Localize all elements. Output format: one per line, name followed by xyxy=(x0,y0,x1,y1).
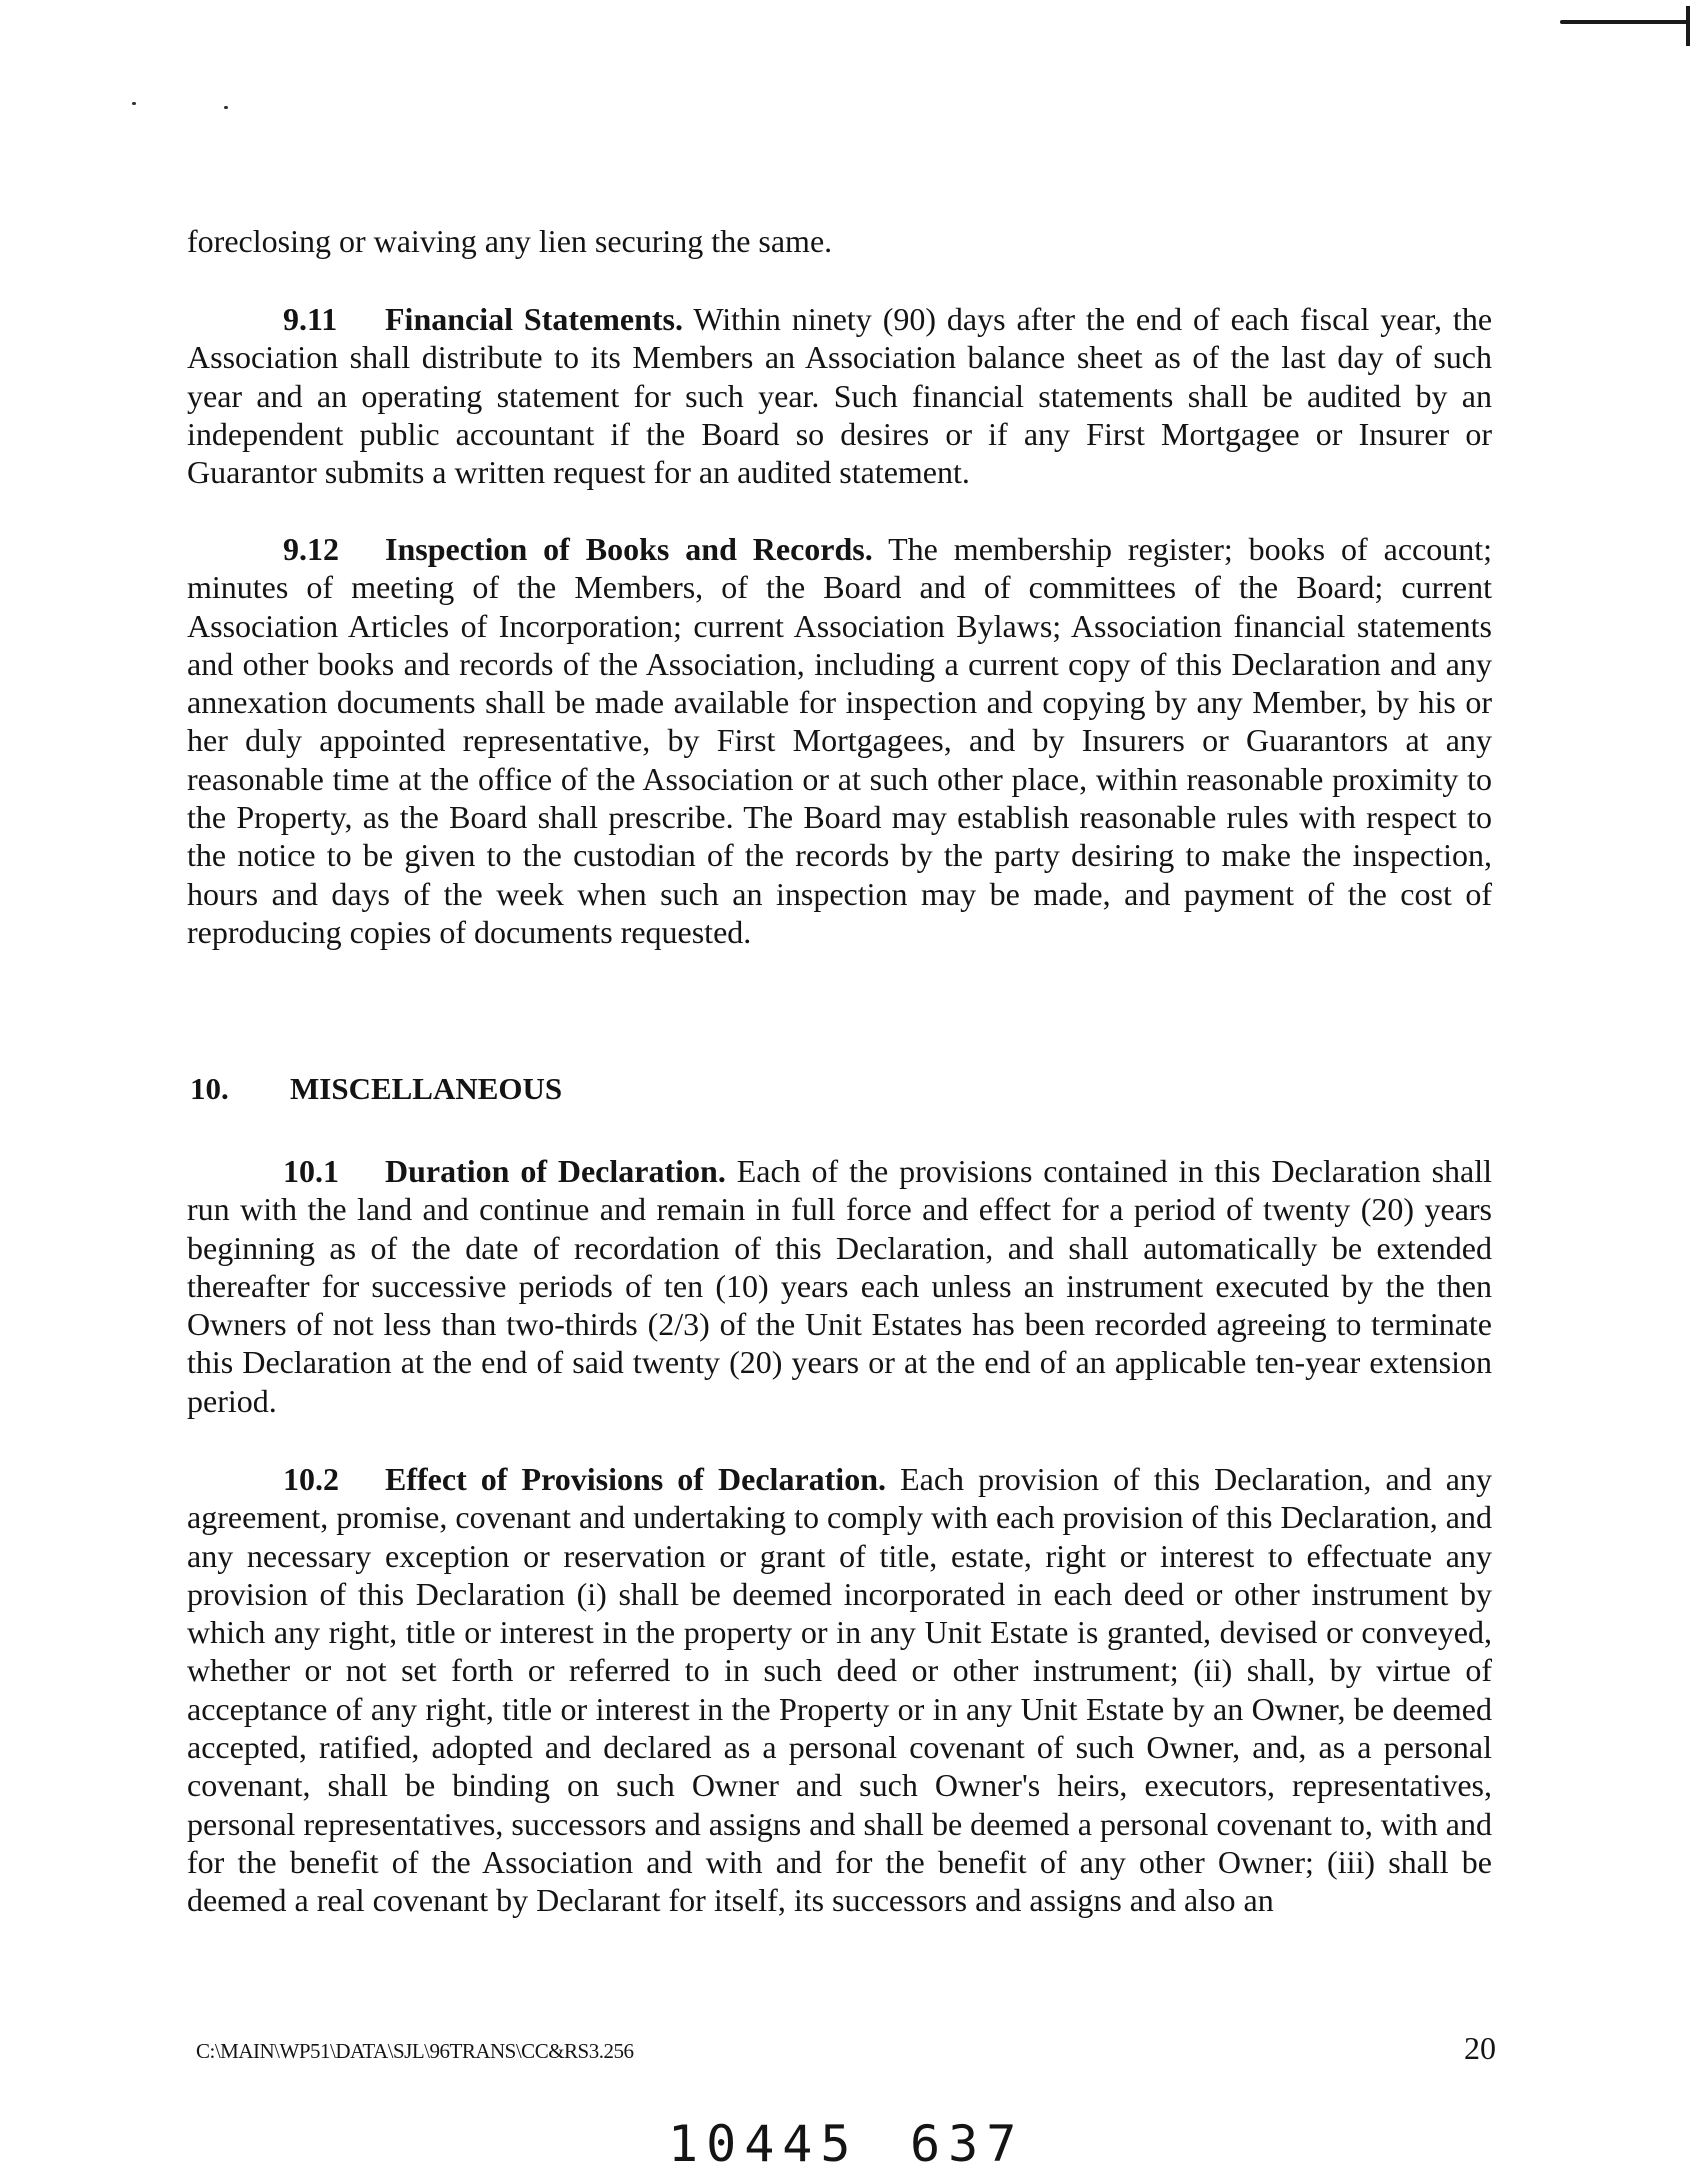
scan-mark xyxy=(1560,20,1690,24)
section-heading: Financial Statements. xyxy=(385,301,683,337)
footer-file-path: C:\MAIN\WP51\DATA\SJL\96TRANS\CC&RS3.256 xyxy=(196,2039,634,2063)
scan-speck xyxy=(132,102,136,105)
section-10-1 xyxy=(187,1152,1492,1420)
section-text: Each provision of this Declaration, and any agreement, promise, covenant and undertaking to comply with each provision of this Declaration, and any necessary exception or reservation or grant of title, estate, right or interest to effectuate any provision of this Declaration (i) shall be deemed incorporated in each deed or other instrument by which any right, title or interest in the property or in any Unit Estate is granted, devised or conveyed, whether or not set forth or referred to in such deed or other instrument; (ii) shall, by virtue of acceptance of any right, title or interest in the Property or in any Unit Estate by an Owner, be deemed accepted, ratified, adopted and declared as a personal covenant of such Owner, and, as a personal covenant, shall be binding on such Owner and such Owner's heirs, executors, representatives, personal representatives, successors and assigns and shall be deemed a personal covenant to, with and for the benefit of the Association and with and for the benefit of any other Owner; (iii) shall be deemed a real covenant by Declarant for itself, its successors and assigns and also an xyxy=(187,1461,1493,1919)
section-number: 10.2 xyxy=(283,1461,339,1497)
recording-book-number: 10445 xyxy=(668,2115,859,2173)
section-text: The membership register; books of account; minutes of meeting of the Members, of the Board and of committees of the Board; current Association Articles of Incorporation; current Association Bylaws; Association financial statements and other books and records of the Association, including a current copy of this Declaration and any annexation documents shall be made available for inspection and copying by any Member, by his or her duly appointed representative, by First Mortgagees, and by Insurers or Guarantors at any reasonable time at the office of the Association or at such other place, within reasonable proximity to the Property, as the Board shall prescribe. The Board may establish reasonable rules with respect to the notice to be given to the custodian of the records by the party desiring to make the inspection, hours and days of the week when such an inspection may be made, and payment of the cost of reproducing copies of documents requested. xyxy=(187,531,1493,950)
page-number: 20 xyxy=(1464,2030,1496,2066)
section-title: MISCELLANEOUS xyxy=(290,1071,563,1106)
section-number: 10.1 xyxy=(283,1153,339,1189)
section-number: 10. xyxy=(190,1071,229,1106)
section-heading: Effect of Provisions of Declaration. xyxy=(385,1461,886,1497)
section-number: 9.11 xyxy=(283,301,338,337)
scan-speck xyxy=(224,106,228,109)
paragraph-fragment: foreclosing or waiving any lien securing the same. xyxy=(187,223,833,259)
section-heading: Duration of Declaration. xyxy=(385,1153,726,1189)
section-text: Within ninety (90) days after the end of each fiscal year, the Association shall distribute to its Members an Association balance sheet as of the last day of such year and an operating statement for such year. Such financial statements shall be audited by an independent public accountant if the Board so desires or if any First Mortgagee or Insurer or Guarantor submits a written request for an audited statement. xyxy=(187,301,1493,491)
section-9-12 xyxy=(187,530,1492,951)
section-10-2 xyxy=(187,1460,1492,1920)
section-heading: Inspection of Books and Records. xyxy=(385,531,873,567)
section-number: 9.12 xyxy=(283,531,339,567)
scan-mark-tick xyxy=(1686,6,1690,46)
section-text: Each of the provisions contained in this Declaration shall run with the land and continue and remain in full force and effect for a period of twenty (20) years beginning as of the date of recordation of this Declaration, and shall automatically be extended thereafter for successive periods of ten (10) years each unless an instrument executed by the then Owners of not less than two-thirds (2/3) of the Unit Estates has been recorded agreeing to terminate this Declaration at the end of said twenty (20) years or at the end of an applicable ten-year extension period. xyxy=(187,1153,1493,1419)
recording-page-number: 637 xyxy=(910,2115,1025,2173)
section-10-heading xyxy=(190,1069,562,1109)
section-9-11 xyxy=(187,300,1492,491)
